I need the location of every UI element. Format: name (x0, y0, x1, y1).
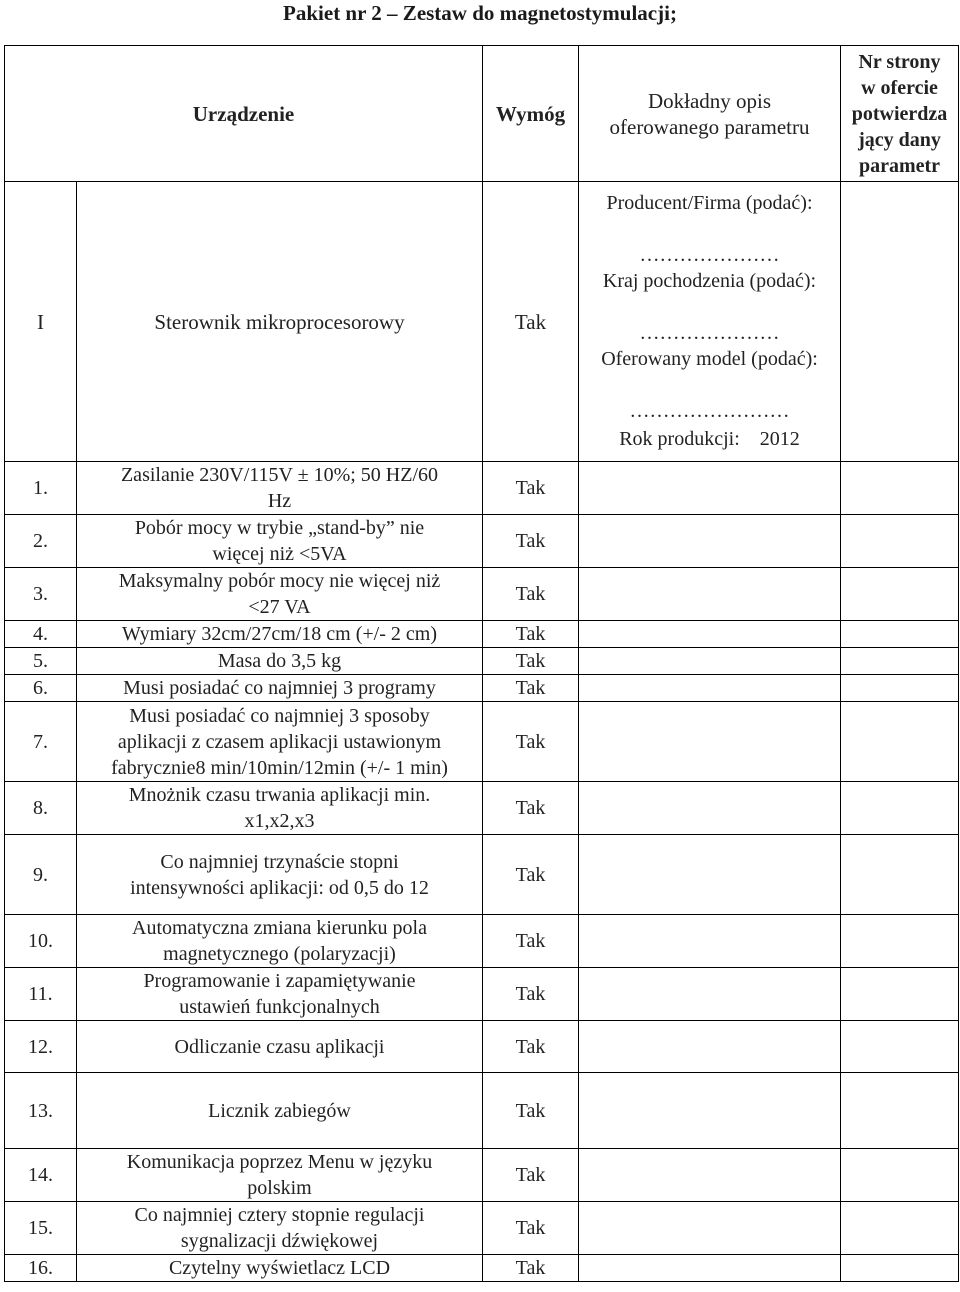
row-page-number (841, 968, 959, 1021)
row-offer-description (579, 835, 841, 915)
row-offer-description (579, 675, 841, 702)
table-row (5, 621, 959, 648)
row-page-number (841, 1255, 959, 1282)
row-offer-description (579, 1202, 841, 1255)
table-row (5, 782, 959, 835)
row-number: 4. (5, 621, 77, 648)
row-description-line: Co najmniej trzynaście stopni (160, 850, 399, 873)
producer-label: Producent/Firma (podać): (606, 192, 813, 214)
row-number: 5. (5, 648, 77, 675)
row-description (77, 1149, 483, 1202)
row-requirement: Tak (483, 1021, 579, 1073)
row-description (77, 702, 483, 782)
row-number: 2. (5, 515, 77, 568)
row-number: 15. (5, 1202, 77, 1255)
row-description (77, 1073, 483, 1149)
row-description-line: magnetycznego (polaryzacji) (163, 943, 396, 965)
row-requirement: Tak (483, 915, 579, 968)
row-requirement: Tak (483, 648, 579, 675)
row-offer-description (579, 1255, 841, 1282)
table-row (5, 675, 959, 702)
row-page-number (841, 1021, 959, 1073)
table-row (5, 462, 959, 515)
table-row (5, 1202, 959, 1255)
row-offer-description (579, 968, 841, 1021)
row-page-number (841, 1202, 959, 1255)
section-number: I (5, 182, 77, 462)
row-description (77, 1255, 483, 1282)
header-page-line: parametr (858, 154, 941, 177)
row-number: 1. (5, 462, 77, 515)
row-description (77, 675, 483, 702)
row-description-line: Hz (267, 490, 292, 512)
row-page-number (841, 515, 959, 568)
row-number: 7. (5, 702, 77, 782)
header-description-line2: oferowanego parametru (609, 114, 810, 139)
row-description (77, 1021, 483, 1073)
row-number: 12. (5, 1021, 77, 1073)
row-requirement: Tak (483, 702, 579, 782)
row-offer-description (579, 1149, 841, 1202)
row-number: 9. (5, 835, 77, 915)
row-offer-description (579, 702, 841, 782)
table-row (5, 968, 959, 1021)
row-description (77, 648, 483, 675)
row-description (77, 568, 483, 621)
model-dots: …………………… (629, 400, 790, 422)
row-description-line: Programowanie i zapamiętywanie (143, 970, 416, 992)
table-row (5, 915, 959, 968)
row-requirement: Tak (483, 1202, 579, 1255)
model-label: Oferowany model (podać): (601, 348, 818, 370)
row-number: 14. (5, 1149, 77, 1202)
row-description-line: Pobór mocy w trybie „stand-by” nie (134, 517, 425, 539)
row-requirement: Tak (483, 1149, 579, 1202)
row-page-number (841, 782, 959, 835)
table-row (5, 648, 959, 675)
row-description-line: Zasilanie 230V/115V ± 10%; 50 HZ/60 (120, 464, 439, 486)
table-header-row (5, 46, 959, 182)
header-page-line: Nr strony (858, 50, 941, 73)
row-description-line: Automatyczna zmiana kierunku pola (132, 917, 427, 939)
row-description-line: sygnalizacji dźwiękowej (180, 1230, 379, 1252)
row-requirement: Tak (483, 968, 579, 1021)
header-requirement: Wymóg (483, 46, 579, 182)
row-offer-description (579, 568, 841, 621)
row-offer-description (579, 648, 841, 675)
row-description (77, 621, 483, 648)
row-description-line: <27 VA (248, 596, 311, 618)
row-page-number (841, 1073, 959, 1149)
table-row (5, 1149, 959, 1202)
row-requirement: Tak (483, 835, 579, 915)
row-requirement: Tak (483, 621, 579, 648)
header-page-line: w ofercie (861, 76, 938, 99)
country-label: Kraj pochodzenia (podać): (602, 270, 817, 292)
row-offer-description (579, 462, 841, 515)
row-offer-description (579, 1073, 841, 1149)
row-description-line: Licznik zabiegów (208, 1099, 351, 1122)
row-page-number (841, 835, 959, 915)
header-description (579, 46, 841, 182)
row-description-line: więcej niż <5VA (212, 543, 347, 565)
row-description-line: intensywności aplikacji: od 0,5 do 12 (130, 876, 429, 899)
row-description (77, 835, 483, 915)
row-description-line: Masa do 3,5 kg (217, 650, 342, 672)
row-description-line: Maksymalny pobór mocy nie więcej niż (118, 570, 441, 592)
row-description-line: aplikacji z czasem aplikacji ustawionym (117, 730, 442, 753)
row-offer-description (579, 1021, 841, 1073)
year-line (583, 426, 836, 452)
row-description-line: Wymiary 32cm/27cm/18 cm (+/- 2 cm) (122, 623, 437, 645)
row-description-line: Czytelny wyświetlacz LCD (168, 1257, 391, 1279)
header-device: Urządzenie (5, 46, 483, 182)
row-requirement: Tak (483, 515, 579, 568)
row-number: 10. (5, 915, 77, 968)
row-page-number (841, 462, 959, 515)
row-description (77, 968, 483, 1021)
table-row (5, 702, 959, 782)
document-title: Pakiet nr 2 – Zestaw do magnetostymulacji; (283, 1, 677, 25)
row-number: 8. (5, 782, 77, 835)
table-row (5, 1255, 959, 1282)
table-row (5, 1021, 959, 1073)
section-row (5, 182, 959, 462)
row-number: 16. (5, 1255, 77, 1282)
header-page-number (841, 46, 959, 182)
header-page-line: jący dany (858, 128, 941, 151)
row-page-number (841, 1149, 959, 1202)
row-page-number (841, 675, 959, 702)
row-description-line: Musi posiadać co najmniej 3 sposoby (129, 704, 430, 727)
row-description-line: Komunikacja poprzez Menu w języku (126, 1151, 433, 1173)
table-row (5, 835, 959, 915)
year-label: Rok produkcji: (619, 428, 740, 450)
row-description-line: Mnożnik czasu trwania aplikacji min. (128, 784, 431, 806)
row-number: 11. (5, 968, 77, 1021)
row-description (77, 515, 483, 568)
table-row (5, 568, 959, 621)
row-description-line: Co najmniej cztery stopnie regulacji (134, 1204, 425, 1226)
row-page-number (841, 648, 959, 675)
row-offer-description (579, 515, 841, 568)
row-description-line: Odliczanie czasu aplikacji (174, 1035, 385, 1058)
section-description (579, 182, 841, 462)
row-requirement: Tak (483, 568, 579, 621)
row-description-line: fabrycznie8 min/10min/12min (+/- 1 min) (111, 756, 448, 779)
producer-dots: ………………… (639, 244, 780, 266)
table-row (5, 1073, 959, 1149)
row-page-number (841, 621, 959, 648)
row-offer-description (579, 915, 841, 968)
section-requirement: Tak (483, 182, 579, 462)
row-requirement: Tak (483, 1073, 579, 1149)
year-value: 2012 (759, 428, 800, 450)
country-dots: ………………… (639, 322, 780, 344)
row-description (77, 1202, 483, 1255)
row-page-number (841, 915, 959, 968)
row-page-number (841, 702, 959, 782)
row-description-line: ustawień funkcjonalnych (179, 996, 380, 1018)
row-requirement: Tak (483, 675, 579, 702)
header-description-line1: Dokładny opis (647, 88, 772, 113)
row-requirement: Tak (483, 1255, 579, 1282)
row-description (77, 782, 483, 835)
row-page-number (841, 568, 959, 621)
section-page-number (841, 182, 959, 462)
row-description-line: Musi posiadać co najmniej 3 programy (123, 677, 436, 699)
row-description (77, 462, 483, 515)
row-offer-description (579, 621, 841, 648)
row-requirement: Tak (483, 782, 579, 835)
row-offer-description (579, 782, 841, 835)
row-description-line: polskim (247, 1177, 312, 1199)
row-number: 6. (5, 675, 77, 702)
specification-table (4, 45, 959, 1282)
row-number: 13. (5, 1073, 77, 1149)
row-requirement: Tak (483, 462, 579, 515)
header-page-line: potwierdza (851, 102, 948, 125)
table-row (5, 515, 959, 568)
row-description-line: x1,x2,x3 (244, 810, 315, 832)
row-description (77, 915, 483, 968)
section-name: Sterownik mikroprocesorowy (77, 182, 483, 462)
row-number: 3. (5, 568, 77, 621)
